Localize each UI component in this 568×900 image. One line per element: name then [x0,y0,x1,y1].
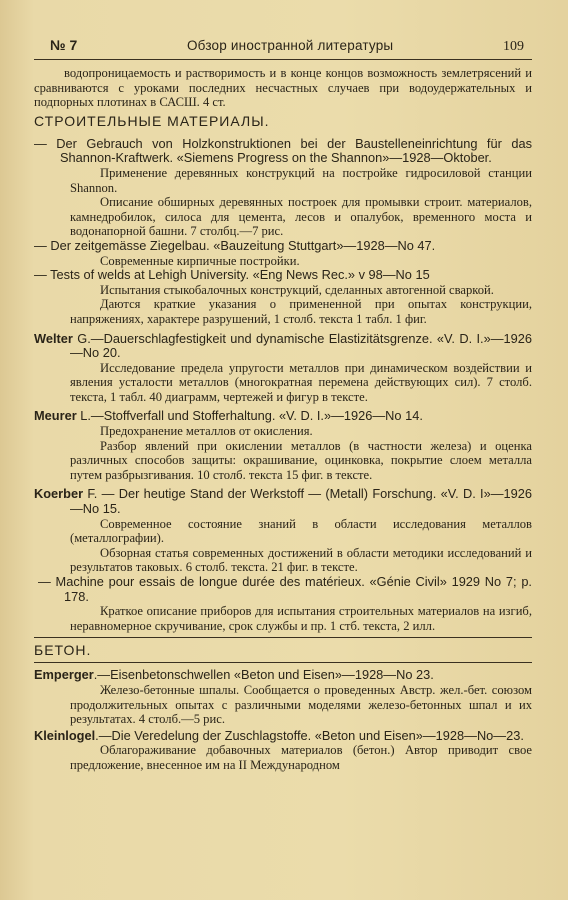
entry-summary: Испытания стыкобалочных конструкций, сделанных автогенной сваркой. [100,282,494,297]
bib-entry: — Der zeitgemässe Ziegelbau. «Bauzeitung Stuttgart»—1928—No 47. [34,237,436,253]
section-rule [34,637,532,638]
entry-summary: Современное состояние знаний в области исследования металлов (металлографии). [70,516,532,546]
header-rule [34,59,532,60]
issue-number: № 7 [50,37,78,53]
entry-reference: .—Die Veredelung der Zuschlagstoffe. «Beton und Eisen»—1928—No—23. [95,727,524,743]
bib-entry [34,487,532,516]
intro-paragraph: водопроницаемость и растворимость и в конце концов возможность землетрясений и сравниваются с уроками последних несчастных случаев при водоудержательных и подпорных плотинах в САСШ. 4 ст. [34,66,532,110]
entry-description: Краткое описание приборов для испытания строительных материалов на изгиб, неравномерное скручивание, срок службы и пр. 1 стб. текста, 2 илл. [70,604,532,633]
entry-description: Даются краткие указания о примененной при опытах конструкции, напряжениях, характере разрушений, 1 столб. текста 1 табл. 1 фиг. [70,297,532,326]
bib-entry [34,332,532,361]
entry-reference: G.—Dauerschlagfestigkeit und dynamische Elastizitätsgrenze. «V. D. I.»—1926—No 20. [70,330,532,361]
entry-description: Разбор явлений при окислении металлов (в частности железа) и оценка различных способов защиты: окрашивание, оцинковка, покрытие слоем металла путем разбрызгивания. 10 столб. текста 15 фиг. в тексте. [70,438,532,482]
entry-author: Emperger [34,667,94,683]
entry-description: Исследование предела упругости металлов при динамическом воздействии и явления усталости металлов (многократная перемена действующих сил). 7 столб. текста, 1 табл. 40 диаграмм, чертежей и фигур в тексте. [70,360,532,404]
entry-summary: Применение деревянных конструкций на постройке гидросиловой станции Shannon. [70,165,532,195]
bib-entry [34,729,532,744]
entry-author: Kleinlogel [34,727,96,743]
entry-reference: F. — Der heutige Stand der Werkstoff — (Metall) Forschung. «V. D. I»—1926—No 15. [70,486,532,517]
entry-summary: Современные кирпичные постройки. [100,253,300,268]
bib-entry: — Der Gebrauch von Holzkonstruktionen bei der Baustelleneinrichtung für das Shannon-Kraftwerk. «Siemens Progress on the Shannon»—1928—Oktober. [34,135,532,166]
entry-description: Описание обширных деревянных построек для промывки строит. материалов, камнедробилок, силоса для цемента, лесов и опалубок, временного моста и водонапорной башни. 7 столбц.—7 рис. [70,195,532,239]
page-header [34,36,532,56]
bib-entry [34,409,532,424]
entry-description: Железо-бетонные шпалы. Сообщается о проведенных Австр. жел.-бет. союзом продолжительных опытах с различными моделями железо-бетонных шпал и их результатах. 4 столб.—5 рис. [70,682,532,727]
entry-reference: L.—Stoffverfall und Stofferhaltung. «V. D. I.»—1926—No 14. [76,408,423,424]
entry-summary: Предохранение металлов от окисления. [100,424,313,439]
entry-description: Обзорная статья современных достижений в области методики исследований и результатов таковых. 6 столб. текста. 21 фиг. в тексте. [70,545,532,575]
entry-author: Welter [34,330,73,346]
bib-entry: — Machine pour essais de longue durée des matérieux. «Génie Civil» 1929 No 7; p. 178. [38,574,532,604]
entry-reference: .—Eisenbetonschwellen «Beton und Eisen»—1928—No 23. [93,667,434,683]
entry-author: Koerber [34,486,84,502]
journal-section-title: Обзор иностранной литературы [186,38,394,53]
entry-author: Meurer [34,408,77,424]
section-rule [34,662,532,663]
page-number: 109 [503,39,524,54]
bib-entry: — Tests of welds at Lehigh University. «Eng News Rec.» v 98—No 15 [34,267,430,283]
bib-entry [34,668,532,683]
section-heading-concrete: БЕТОН. [34,642,92,659]
entry-description: Облагораживание добавочных материалов (бетон.) Автор приводит свое предложение, внесенное им на II Международном [70,743,532,772]
section-heading-materials: СТРОИТЕЛЬНЫЕ МАТЕРИАЛЫ. [34,112,270,129]
